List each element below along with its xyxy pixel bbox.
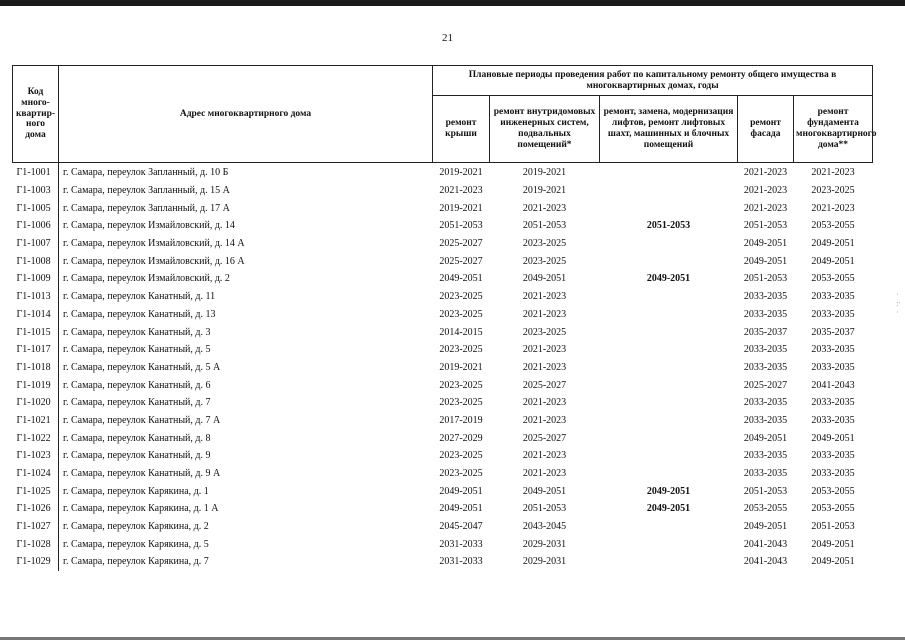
repair-schedule-table [12,65,877,571]
header-lifts: ремонт, замена, модернизация лифтов, ремонт лифтовых шахт, машинных и блочных помещений [600,96,738,163]
cell-foundation: 2033-2035 [811,414,855,426]
cell-facade: 2021-2023 [743,202,788,214]
cell-engineering: 2051-2053 [522,503,567,515]
table-row [13,412,873,430]
cell-code: Г1-1018 [16,361,51,373]
cell-foundation: 2021-2023 [811,167,855,179]
cell-lifts [600,518,738,536]
cell-lifts [600,429,738,447]
cell-roof: 2023-2025 [439,379,483,391]
cell-lifts: 2049-2051 [646,485,691,497]
cell-engineering: 2043-2045 [522,521,567,533]
cell-code: Г1-1028 [16,538,51,550]
table-row [13,252,873,270]
cell-lifts [600,359,738,377]
cell-lifts [600,465,738,483]
cell-engineering: 2021-2023 [522,308,567,320]
cell-foundation: 2053-2055 [811,273,855,285]
cell-foundation: 2033-2035 [811,291,855,303]
cell-code: Г1-1015 [16,326,51,338]
cell-facade: 2035-2037 [743,326,788,338]
cell-code: Г1-1007 [16,238,51,250]
cell-engineering: 2021-2023 [522,291,567,303]
cell-lifts [600,182,738,200]
cell-facade: 2041-2043 [743,538,788,550]
cell-lifts [600,535,738,553]
header-foundation: ремонт фундамента многоквартирного дома** [794,96,873,163]
cell-address: г. Самара, переулок Запланный, д. 17 А [59,199,433,217]
cell-address: г. Самара, переулок Измайловский, д. 2 [59,270,433,288]
cell-facade: 2033-2035 [743,308,788,320]
cell-foundation: 2023-2025 [811,185,855,197]
cell-code: Г1-1001 [16,167,51,179]
cell-engineering: 2021-2023 [522,361,567,373]
cell-roof: 2025-2027 [439,238,483,250]
cell-address: г. Самара, переулок Измайловский, д. 16 А [59,252,433,270]
cell-engineering: 2049-2051 [522,485,567,497]
cell-foundation: 2053-2055 [811,220,855,232]
cell-code: Г1-1020 [16,397,51,409]
cell-address: г. Самара, переулок Канатный, д. 9 А [59,465,433,483]
table-row [13,182,873,200]
cell-engineering: 2021-2023 [522,450,567,462]
cell-address: г. Самара, переулок Карякина, д. 5 [59,535,433,553]
cell-foundation: 2021-2023 [811,202,855,214]
cell-foundation: 2033-2035 [811,308,855,320]
cell-foundation: 2035-2037 [811,326,855,338]
cell-foundation: 2051-2053 [811,521,855,533]
table-row [13,341,873,359]
cell-roof: 2051-2053 [439,220,483,232]
cell-facade: 2041-2043 [743,556,788,568]
table-row [13,482,873,500]
cell-lifts: 2051-2053 [646,220,691,232]
cell-facade: 2033-2035 [743,361,788,373]
document-sheet [12,65,877,571]
cell-lifts [600,306,738,324]
cell-code: Г1-1021 [16,414,51,426]
cell-address: г. Самара, переулок Канатный, д. 13 [59,306,433,324]
cell-foundation: 2033-2035 [811,344,855,356]
cell-lifts [600,163,738,182]
header-address: Адрес многоквартирного дома [59,66,433,163]
table-row [13,359,873,377]
cell-facade: 2033-2035 [743,397,788,409]
cell-address: г. Самара, переулок Канатный, д. 6 [59,376,433,394]
cell-roof: 2019-2021 [439,361,483,373]
cell-facade: 2051-2053 [743,273,788,285]
cell-code: Г1-1022 [16,432,51,444]
table-row [13,306,873,324]
cell-lifts [600,412,738,430]
header-roof: ремонт крыши [433,96,490,163]
cell-roof: 2019-2021 [439,167,483,179]
cell-address: г. Самара, переулок Канатный, д. 3 [59,323,433,341]
cell-engineering: 2021-2023 [522,344,567,356]
cell-roof: 2023-2025 [439,450,483,462]
cell-facade: 2049-2051 [743,432,788,444]
cell-address: г. Самара, переулок Карякина, д. 2 [59,518,433,536]
cell-code: Г1-1026 [16,503,51,515]
cell-foundation: 2049-2051 [811,255,855,267]
cell-foundation: 2033-2035 [811,450,855,462]
table-row [13,270,873,288]
cell-roof: 2023-2025 [439,397,483,409]
table-row [13,518,873,536]
cell-address: г. Самара, переулок Запланный, д. 10 Б [59,163,433,182]
cell-code: Г1-1027 [16,521,51,533]
cell-code: Г1-1009 [16,273,51,285]
cell-code: Г1-1013 [16,291,51,303]
cell-address: г. Самара, переулок Карякина, д. 1 А [59,500,433,518]
cell-engineering: 2021-2023 [522,414,567,426]
cell-code: Г1-1006 [16,220,51,232]
cell-lifts [600,235,738,253]
cell-engineering: 2029-2031 [522,556,567,568]
cell-lifts: 2049-2051 [646,503,691,515]
cell-facade: 2049-2051 [743,255,788,267]
cell-engineering: 2025-2027 [522,432,567,444]
cell-foundation: 2053-2055 [811,503,855,515]
scan-noise-marks: · :· · [896,290,901,317]
cell-facade: 2051-2053 [743,220,788,232]
cell-roof: 2049-2051 [439,485,483,497]
cell-address: г. Самара, переулок Канатный, д. 8 [59,429,433,447]
cell-foundation: 2049-2051 [811,432,855,444]
table-row [13,465,873,483]
cell-facade: 2033-2035 [743,468,788,480]
header-engineering: ремонт внутридомовых инженерных систем, подвальных помещений* [490,96,600,163]
cell-roof: 2025-2027 [439,255,483,267]
table-row [13,535,873,553]
cell-facade: 2053-2055 [743,503,788,515]
cell-lifts [600,323,738,341]
cell-facade: 2049-2051 [743,238,788,250]
cell-engineering: 2023-2025 [522,255,567,267]
table-row [13,376,873,394]
table-row [13,217,873,235]
cell-roof: 2023-2025 [439,468,483,480]
cell-roof: 2023-2025 [439,291,483,303]
cell-roof: 2049-2051 [439,273,483,285]
cell-engineering: 2021-2023 [522,397,567,409]
cell-lifts: 2049-2051 [646,273,691,285]
cell-engineering: 2021-2023 [522,468,567,480]
cell-code: Г1-1014 [16,308,51,320]
header-code: Код много-квартир-ного дома [13,66,59,163]
page-number: 21 [442,32,453,44]
cell-address: г. Самара, переулок Канатный, д. 7 А [59,412,433,430]
table-row [13,288,873,306]
top-border-rule [0,0,905,6]
cell-address: г. Самара, переулок Канатный, д. 7 [59,394,433,412]
cell-foundation: 2033-2035 [811,397,855,409]
cell-code: Г1-1008 [16,255,51,267]
cell-address: г. Самара, переулок Запланный, д. 15 А [59,182,433,200]
cell-facade: 2025-2027 [743,379,788,391]
table-body [13,163,873,571]
cell-foundation: 2033-2035 [811,361,855,373]
cell-roof: 2021-2023 [439,185,483,197]
cell-code: Г1-1024 [16,468,51,480]
cell-engineering: 2029-2031 [522,538,567,550]
cell-code: Г1-1017 [16,344,51,356]
cell-foundation: 2033-2035 [811,468,855,480]
cell-lifts [600,553,738,571]
cell-foundation: 2041-2043 [811,379,855,391]
cell-address: г. Самара, переулок Карякина, д. 1 [59,482,433,500]
cell-address: г. Самара, переулок Канатный, д. 9 [59,447,433,465]
cell-engineering: 2023-2025 [522,238,567,250]
cell-foundation: 2049-2051 [811,238,855,250]
table-row [13,199,873,217]
cell-lifts [600,341,738,359]
cell-facade: 2021-2023 [743,185,788,197]
table-row [13,500,873,518]
table-row [13,553,873,571]
cell-code: Г1-1023 [16,450,51,462]
cell-code: Г1-1029 [16,556,51,568]
cell-foundation: 2053-2055 [811,485,855,497]
table-row [13,394,873,412]
table-row [13,429,873,447]
cell-foundation: 2049-2051 [811,538,855,550]
cell-facade: 2033-2035 [743,414,788,426]
cell-address: г. Самара, переулок Канатный, д. 5 А [59,359,433,377]
cell-code: Г1-1019 [16,379,51,391]
cell-roof: 2014-2015 [439,326,483,338]
table-row [13,163,873,182]
cell-roof: 2045-2047 [439,521,483,533]
cell-lifts [600,376,738,394]
header-group-title: Плановые периоды проведения работ по капитальному ремонту общего имущества в многоквартирных домах, годы [433,66,873,96]
cell-address: г. Самара, переулок Канатный, д. 11 [59,288,433,306]
cell-lifts [600,199,738,217]
cell-address: г. Самара, переулок Канатный, д. 5 [59,341,433,359]
cell-roof: 2049-2051 [439,503,483,515]
cell-address: г. Самара, переулок Карякина, д. 7 [59,553,433,571]
cell-engineering: 2051-2053 [522,220,567,232]
cell-facade: 2033-2035 [743,450,788,462]
cell-address: г. Самара, переулок Измайловский, д. 14 [59,217,433,235]
table-row [13,235,873,253]
cell-engineering: 2019-2021 [522,185,567,197]
header-facade: ремонт фасада [738,96,794,163]
cell-roof: 2023-2025 [439,344,483,356]
table-row [13,323,873,341]
cell-facade: 2033-2035 [743,291,788,303]
cell-lifts [600,447,738,465]
cell-facade: 2051-2053 [743,485,788,497]
cell-lifts [600,288,738,306]
cell-code: Г1-1003 [16,185,51,197]
cell-lifts [600,394,738,412]
cell-lifts [600,252,738,270]
table-row [13,447,873,465]
cell-facade: 2021-2023 [743,167,788,179]
cell-engineering: 2025-2027 [522,379,567,391]
cell-roof: 2017-2019 [439,414,483,426]
cell-facade: 2049-2051 [743,521,788,533]
cell-roof: 2019-2021 [439,202,483,214]
cell-roof: 2027-2029 [439,432,483,444]
cell-code: Г1-1005 [16,202,51,214]
cell-engineering: 2049-2051 [522,273,567,285]
cell-roof: 2023-2025 [439,308,483,320]
cell-engineering: 2023-2025 [522,326,567,338]
cell-roof: 2031-2033 [439,556,483,568]
cell-code: Г1-1025 [16,485,51,497]
cell-facade: 2033-2035 [743,344,788,356]
cell-address: г. Самара, переулок Измайловский, д. 14 А [59,235,433,253]
table-header [13,66,877,163]
cell-roof: 2031-2033 [439,538,483,550]
cell-engineering: 2021-2023 [522,202,567,214]
cell-foundation: 2049-2051 [811,556,855,568]
cell-engineering: 2019-2021 [522,167,567,179]
